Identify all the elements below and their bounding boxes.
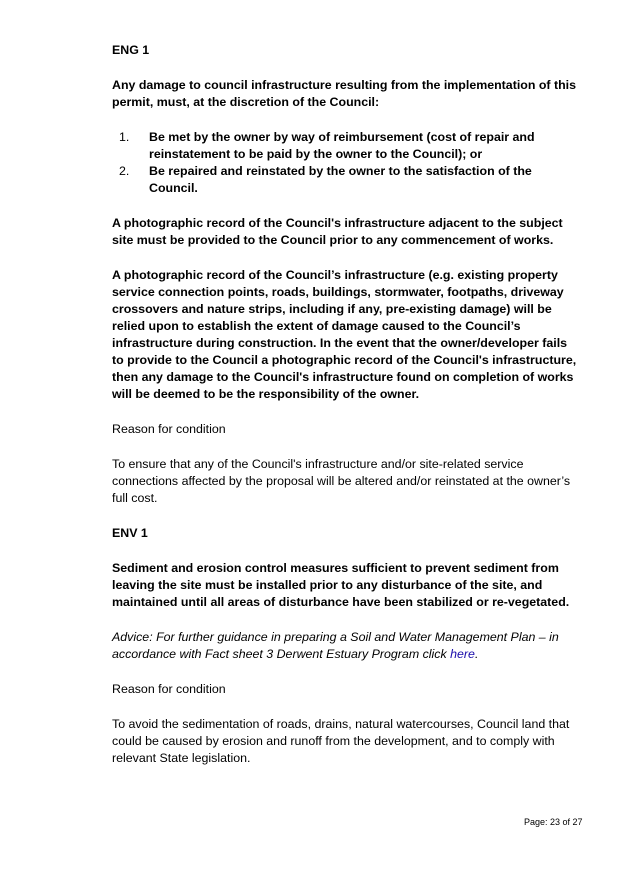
here-link[interactable]: here (450, 647, 475, 661)
list-item-number: 2. (119, 164, 130, 178)
list-item (112, 129, 582, 163)
list-item-text: Be repaired and reinstated by the owner to the satisfaction of the Council. (149, 164, 532, 195)
eng1-reason-text: To ensure that any of the Council's infrastructure and/or site-related service connections affected by the proposal will be altered and/or reinstated at the owner’s full cost. (112, 457, 571, 505)
eng1-reason-label: Reason for condition (112, 422, 226, 436)
page-content (112, 42, 582, 767)
eng1-heading: ENG 1 (112, 43, 150, 57)
env1-advice-end: . (474, 647, 479, 661)
list-item (112, 163, 582, 197)
env1-advice (112, 629, 582, 663)
list-item-number: 1. (119, 130, 130, 144)
env1-heading: ENV 1 (112, 526, 148, 540)
env1-reason-text: To avoid the sedimentation of roads, drains, natural watercourses, Council land that could be caused by erosion and runoff from the development, and to comply with relevant State legislation. (112, 717, 570, 765)
eng1-intro: Any damage to council infrastructure resulting from the implementation of this permit, must, at the discretion of the Council: (112, 78, 577, 109)
list-item-text: Be met by the owner by way of reimbursement (cost of repair and reinstatement to be paid by the owner to the Council); or (149, 130, 535, 161)
page-number: Page: 23 of 27 (524, 817, 583, 827)
env1-reason-label: Reason for condition (112, 682, 226, 696)
env1-sediment-paragraph: Sediment and erosion control measures sufficient to prevent sediment from leaving the site must be installed prior to any disturbance of the site, and maintained until all areas of disturbance have been stabilized or re-vegetated. (112, 561, 570, 609)
eng1-infrastructure-paragraph: A photographic record of the Council’s infrastructure (e.g. existing property service connection points, roads, buildings, stormwater, footpaths, driveway crossovers and nature strips, including if any, pre-existing damage) will be relied upon to establish the extent of damage caused to the Council’s infrastructure during construction. In the event that the owner/developer fails to provide to the Council a photographic record of the Council's infrastructure, then any damage to the Council's infrastructure found on completion of works will be deemed to be the responsibility of the owner. (112, 268, 577, 401)
eng1-photo-record-paragraph: A photographic record of the Council's infrastructure adjacent to the subject site must be provided to the Council prior to any commencement of works. (112, 216, 563, 247)
env1-advice-text: Advice: For further guidance in preparing a Soil and Water Management Plan – in accordance with Fact sheet 3 Derwent Estuary Program click (112, 630, 559, 661)
eng1-list (112, 129, 582, 197)
